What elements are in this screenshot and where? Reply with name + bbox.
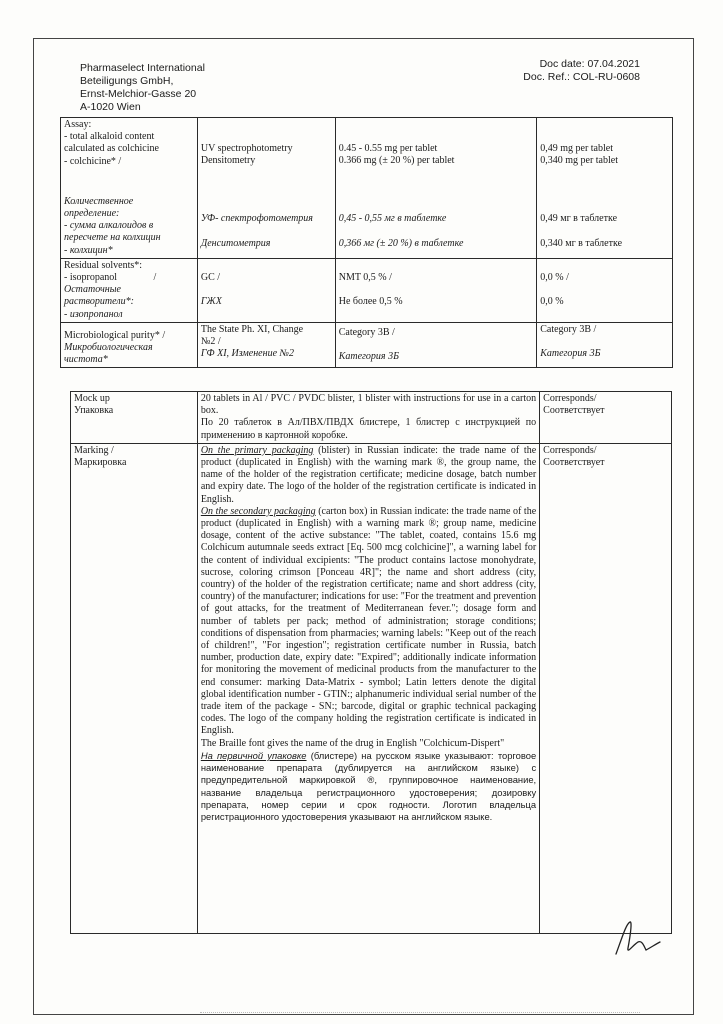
mockup-result-cell: [540, 392, 672, 444]
micro-label: Microbiological purity* /: [64, 329, 166, 341]
primary-packaging-heading: On the primary packaging: [200, 444, 314, 456]
secondary-packaging-heading: On the secondary packaging: [200, 505, 316, 517]
assay-method-cell: [197, 118, 335, 259]
solvents-method-ru: ГЖХ: [200, 296, 222, 308]
assay-label: - colchicine* /: [64, 155, 122, 167]
mockup-text-cell: [197, 392, 539, 444]
assay-spec-ru: 0,366 мг (± 20 %) в таблетке: [338, 237, 464, 249]
micro-label-cell: [61, 322, 198, 368]
mockup-label-cell: [71, 392, 198, 444]
assay-spec: 0.45 - 0.55 mg per tablet: [338, 143, 438, 154]
mockup-label: Mock up: [74, 393, 110, 404]
solvents-method-cell: [197, 258, 335, 322]
micro-spec: Category 3B /: [338, 326, 395, 338]
table-row-solvents: [61, 258, 673, 322]
solvents-result-cell: [537, 258, 673, 322]
mockup-label: Упаковка: [74, 405, 114, 417]
document-info: [470, 58, 640, 84]
table-row-marking: [71, 443, 672, 933]
micro-spec-cell: [335, 322, 537, 368]
solvents-label-ru: - изопропанол: [64, 308, 123, 320]
assay-label: Assay:: [64, 119, 92, 130]
assay-result-ru: 0,49 мг в таблетке: [540, 213, 618, 225]
solvents-label: - isopropanol: [64, 272, 118, 284]
assay-result: 0,340 mg per tablet: [540, 155, 618, 167]
marking-label: Маркировка: [74, 457, 127, 469]
marking-text-cell: [197, 443, 539, 933]
assay-method: UV spectrophotometry: [200, 143, 293, 154]
solvents-label: Residual solvents*:: [64, 259, 143, 271]
solvents-spec: NMT 0,5 % /: [338, 271, 392, 283]
assay-label-ru: - сумма алкалоидов в: [64, 220, 154, 232]
company-line: A-1020 Wien: [80, 101, 141, 113]
solvents-spec-ru: Не более 0,5 %: [338, 296, 403, 308]
solvents-method: GC /: [200, 271, 221, 283]
table-row-microbiology: [61, 322, 673, 368]
assay-result-cell: [537, 118, 673, 259]
company-line: Beteiligungs GmbH,: [80, 75, 174, 87]
company-line: Pharmaselect International: [80, 62, 205, 74]
packaging-table: [70, 391, 672, 934]
braille-text: The Braille font gives the name of the drug in English "Colchicum-Dispert": [200, 737, 505, 749]
footer-line: [200, 1012, 640, 1013]
assay-result: 0,49 mg per tablet: [540, 143, 613, 154]
micro-result-cell: [537, 322, 673, 368]
mockup-result: Corresponds/: [543, 393, 597, 404]
table-row-mockup: [71, 392, 672, 444]
micro-method: The State Ph. XI, Change: [200, 323, 304, 335]
assay-label-ru: пересчете на колхицин: [64, 232, 161, 244]
table-row-assay: [61, 118, 673, 259]
company-address: [80, 62, 205, 114]
solvents-spec-cell: [335, 258, 537, 322]
micro-method: №2 /: [200, 336, 221, 348]
assay-method: Densitometry: [200, 155, 256, 167]
mockup-result: Соответствует: [543, 405, 605, 417]
solvents-result: 0,0 % /: [540, 271, 569, 283]
marking-result: Соответствует: [543, 457, 605, 469]
assay-spec-ru: 0,45 - 0,55 мг в таблетке: [338, 213, 447, 225]
handwritten-signature: [612, 918, 662, 958]
marking-result-cell: [540, 443, 672, 933]
solvents-result-ru: 0,0 %: [540, 296, 564, 308]
specification-table: [60, 117, 673, 368]
micro-method-cell: [197, 322, 335, 368]
micro-result-ru: Категория 3Б: [540, 348, 601, 360]
assay-spec-cell: [335, 118, 537, 259]
primary-packaging-text: (blister) in Russian indicate: the trade name of the product (duplicated in English) with the warning mark ®, the group name, the name of the holder of the registration certificate; medicine dosage, batch number and expiry date. The logo of the holder of the registration certificate is indicated in English.: [200, 444, 537, 505]
marking-result: Corresponds/: [543, 444, 597, 456]
solvents-label-cell: [61, 258, 198, 322]
solvents-label-ru: растворители*:: [64, 296, 134, 308]
marking-label-cell: [71, 443, 198, 933]
solvents-label-ru: Остаточные: [64, 284, 121, 296]
mockup-text: 20 tablets in Al / PVC / PVDC blister, 1 blister with instructions for use in a carton box.: [200, 393, 537, 417]
company-line: Ernst-Melchior-Gasse 20: [80, 88, 197, 100]
assay-label-ru: - колхицин*: [64, 244, 113, 256]
secondary-packaging-text: (carton box) in Russian indicate: the trade name of the product (duplicated in English) with a warning mark ®; group name, medicine dosage, content of the active substance: "The tablet, coated, contains 15.6 mg Colchicum autumnale seeds extract [Eq. 500 mcg colchicine]", a warning label for the content of individual excipients: "The product contains lactose monohydrate, sucrose, coloring crimson [Ponceau 4R]"; the name and short address (city, country) of the holder of the registration certificate; name and short address (city, country) of the manufacturer; indications for use: "For the treatment and prevention of gout attacks, for the treatment of Mediterranean fever."; dosage form and number of tablets per pack; method of administration; storage conditions; conditions of dispensation from pharmacies; warning labels: "Keep out of the reach of children!", "For ingestion"; registration certificate number in Russia, batch number, production date, expiry date: "Expired"; additionally indicate information for monitoring the movement of medicinal products from the manufacturer to the end consumer: marking Data-Matrix - symbol; Latin letters denote the digital global identification number - GTIN:; alphanumeric individual serial number of the trade item of the package - SN:; barcode, digital or graphic technical packaging codes. The logo of the company holding the registration certificate is indicated in English.: [200, 505, 537, 737]
marking-label: Marking /: [74, 444, 114, 456]
micro-label-ru: чистота*: [64, 354, 108, 366]
doc-ref: Doc. Ref.: COL-RU-0608: [523, 71, 640, 83]
assay-label-ru: Количественное: [64, 195, 134, 207]
mockup-text-ru: По 20 таблеток в Ал/ПВХ/ПВДХ блистере, 1 блистер с инструкцией по применению в картонной коробке.: [200, 417, 537, 441]
assay-spec: 0.366 mg (± 20 %) per tablet: [338, 155, 455, 167]
ru-primary-packaging-heading: На первичной упаковке: [200, 749, 307, 761]
assay-result-ru: 0,340 мг в таблетке: [540, 237, 623, 249]
assay-label-cell: [61, 118, 198, 259]
assay-label: calculated as colchicine: [64, 143, 159, 155]
assay-method-ru: Денситометрия: [200, 237, 271, 249]
micro-label-ru: Микробиологическая: [64, 342, 153, 354]
micro-method-ru: ГФ XI, Изменение №2: [200, 348, 294, 360]
doc-date: Doc date: 07.04.2021: [539, 58, 640, 70]
micro-result: Category 3B /: [540, 323, 597, 335]
micro-spec-ru: Категория 3Б: [338, 351, 399, 363]
assay-label: - total alkaloid content: [64, 131, 155, 143]
assay-label-ru: определение:: [64, 208, 120, 220]
ru-primary-packaging-text: (блистере) на русском языке указывают: торговое наименование препарата (дублируется на английском языке) с предупредительной маркировкой ®, группировочное наименование, название владельца регистрационного удостоверения; дозировку препарата, номер серии и срок годности. Логотип владельца регистрационного удостоверения указывают на английском языке.: [200, 749, 537, 822]
assay-method-ru: УФ- спектрофотометрия: [200, 213, 313, 225]
solvents-label: /: [153, 272, 157, 284]
